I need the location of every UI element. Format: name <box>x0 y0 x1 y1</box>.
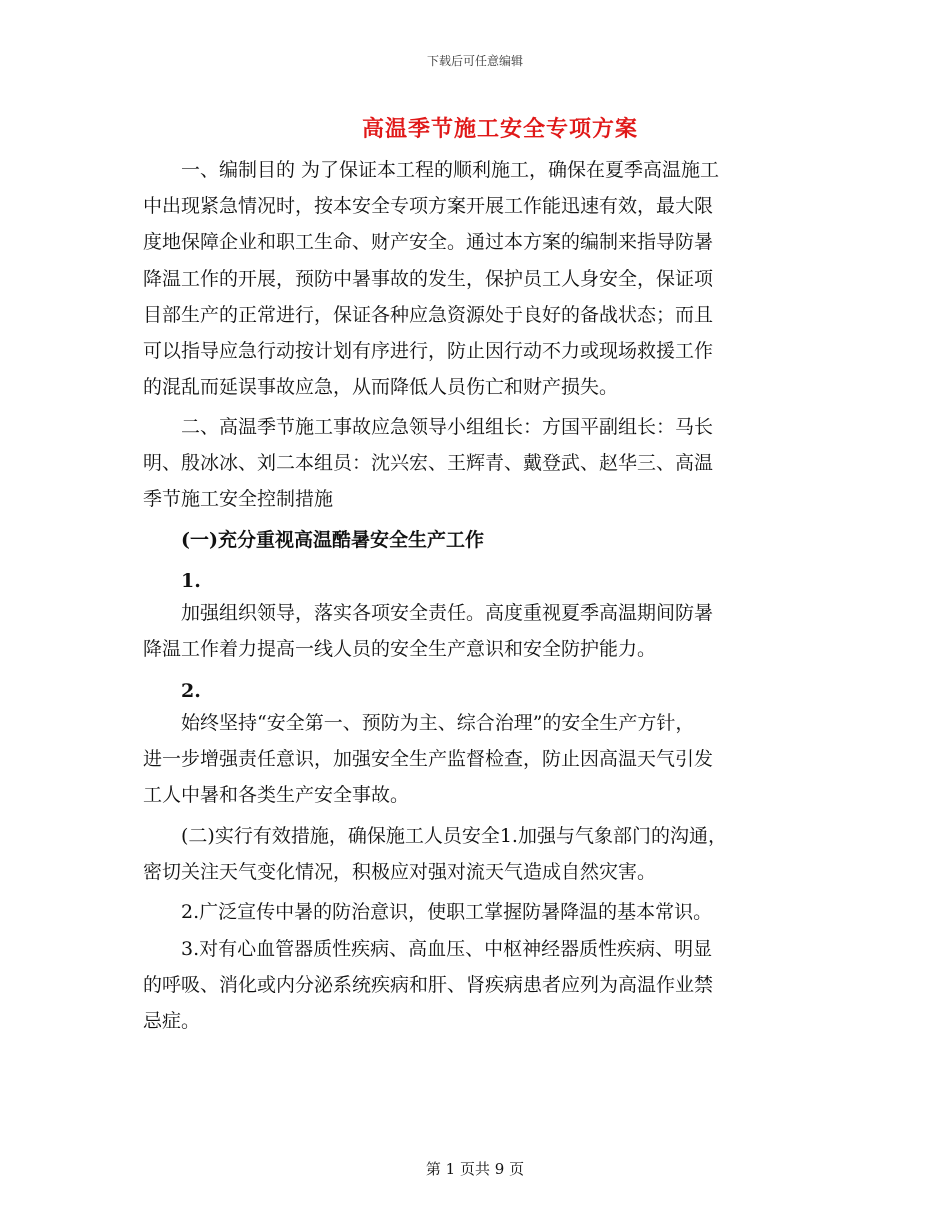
text-line: 进一步增强责任意识，加强安全生产监督检查，防止因高温天气引发 <box>143 748 714 771</box>
document-title: 高温季节施工安全专项方案 <box>361 116 638 142</box>
text-line: 工人中暑和各类生产安全事故。 <box>143 784 410 807</box>
text-line: 度地保障企业和职工生命、财产安全。通过本方案的编制来指导防暑 <box>143 231 714 254</box>
text-line: 降温工作的开展，预防中暑事故的发生，保护员工人身安全，保证项 <box>143 267 714 290</box>
text-line: 目部生产的正常进行，保证各种应急资源处于良好的备战状态；而且 <box>143 303 714 326</box>
text-line: 可以指导应急行动按计划有序进行，防止因行动不力或现场救援工作 <box>143 340 714 363</box>
text-line: (二)实行有效措施，确保施工人员安全1.加强与气象部门的沟通， <box>143 825 727 847</box>
item-number-1 <box>143 563 815 599</box>
paragraph-item-1 <box>143 595 815 667</box>
paragraph-measures <box>143 818 815 890</box>
text-line: 一、编制目的 为了保证本工程的顺利施工，确保在夏季高温施工 <box>143 159 720 181</box>
text-line: 密切关注天气变化情况，积极应对强对流天气造成自然灾害。 <box>143 861 657 884</box>
paragraph-leadership-group <box>143 409 815 518</box>
text-line: 始终坚持“安全第一、预防为主、综合治理”的安全生产方针， <box>143 712 695 734</box>
header-note: 下载后可任意编辑 <box>426 54 523 68</box>
text-line: 3.对有心血管器质性疾病、高血压、中枢神经器质性疾病、明显 <box>143 938 713 960</box>
page-footer: 第 1 页共 9 页 <box>425 1160 525 1178</box>
text-line: 降温工作着力提高一线人员的安全生产意识和安全防护能力。 <box>143 638 657 661</box>
item-number-2 <box>143 673 815 709</box>
text-line: (一)充分重视高温酷暑安全生产工作 <box>143 529 484 551</box>
text-line: 二、高温季节施工事故应急领导小组组长：方国平副组长：马长 <box>143 416 714 438</box>
text-line: 2. <box>143 680 201 702</box>
section-heading-1 <box>143 522 815 558</box>
text-line: 季节施工安全控制措施 <box>143 488 334 511</box>
text-line: 的呼吸、消化或内分泌系统疾病和肝、肾疾病患者应列为高温作业禁 <box>143 974 714 997</box>
paragraph-purpose <box>143 152 815 405</box>
text-line: 2.广泛宣传中暑的防治意识，使职工掌握防暑降温的基本常识。 <box>143 901 713 923</box>
text-line: 1. <box>143 570 201 592</box>
paragraph-measure-2 <box>143 894 815 930</box>
text-line: 加强组织领导，落实各项安全责任。高度重视夏季高温期间防暑 <box>143 602 714 624</box>
paragraph-item-2 <box>143 705 815 814</box>
text-line: 的混乱而延误事故应急，从而降低人员伤亡和财产损失。 <box>143 376 619 399</box>
text-line: 中出现紧急情况时，按本安全专项方案开展工作能迅速有效，最大限 <box>143 195 714 218</box>
text-line: 明、殷冰冰、刘二本组员：沈兴宏、王辉青、戴登武、赵华三、高温 <box>143 452 714 475</box>
paragraph-measure-3 <box>143 931 815 1040</box>
text-line: 忌症。 <box>143 1010 201 1033</box>
